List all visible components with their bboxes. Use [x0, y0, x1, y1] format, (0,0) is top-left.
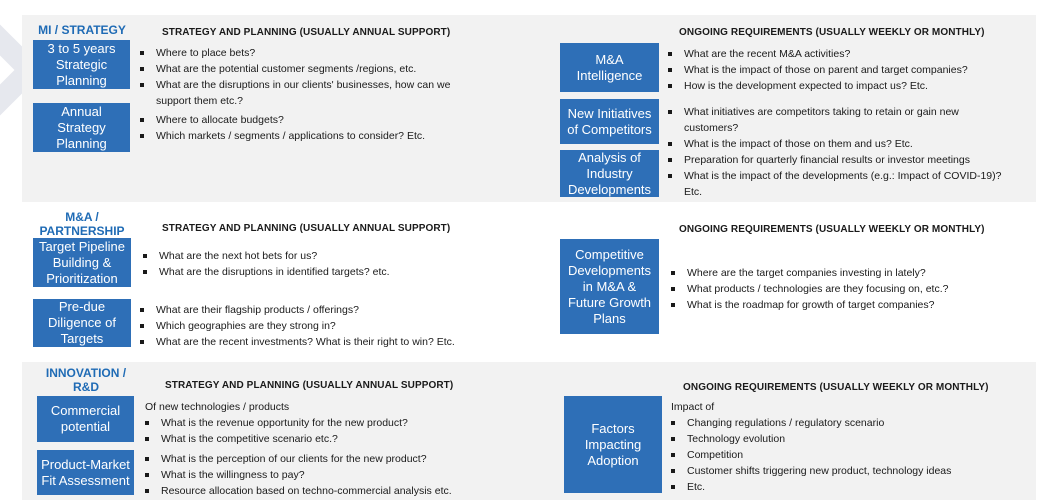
list-item: What are the disruptions in our clients' businesses, how can we support them etc.?: [140, 77, 460, 109]
strategy-heading: STRATEGY AND PLANNING (USUALLY ANNUAL SUPPORT): [162, 27, 451, 38]
list-item: Where to place bets?: [140, 45, 460, 61]
list-item: Technology evolution: [671, 431, 1001, 447]
box-commercial-potential: Commercial potential: [37, 396, 134, 442]
section-title: INNOVATION / R&D: [45, 366, 127, 394]
box-analysis-of-industry-developments: Analysis of Industry Developments: [560, 150, 659, 197]
list-item: Etc.: [671, 479, 1001, 495]
list-item: What products / technologies are they focusing on, etc.?: [671, 281, 1001, 297]
box-factors-impacting-adoption: Factors Impacting Adoption: [564, 396, 662, 493]
list-item: What are the next hot bets for us?: [143, 248, 463, 264]
list-item: What is the impact of the developments (e.g.: Impact of COVID-19)? Etc.: [668, 168, 1008, 200]
list-item: What is the impact of those on parent and target companies?: [668, 62, 1008, 78]
list-item: Where to allocate budgets?: [140, 112, 470, 128]
strategy-heading: STRATEGY AND PLANNING (USUALLY ANNUAL SUPPORT): [165, 380, 454, 391]
list-item: What are the disruptions in identified targets? etc.: [143, 264, 463, 280]
box-pre-due-diligence: Pre-due Diligence of Targets: [33, 299, 131, 347]
bullets-new-initiatives: [668, 104, 978, 152]
bullets-pre-due-diligence: [140, 302, 480, 350]
box-target-pipeline: Target Pipeline Building & Prioritization: [33, 238, 131, 287]
box-competitive-developments: Competitive Developments in M&A & Future Growth Plans: [560, 239, 659, 334]
box-new-initiatives-of-competitors: New Initiatives of Competitors: [560, 99, 659, 144]
list-item: Preparation for quarterly financial results or investor meetings: [668, 152, 1008, 168]
section-title: M&A / PARTNERSHIP: [39, 210, 125, 238]
list-item: What is the roadmap for growth of target companies?: [671, 297, 1001, 313]
list-item: Competition: [671, 447, 1001, 463]
ongoing-intro: Impact of: [671, 401, 715, 413]
bullets-strategic-planning: [140, 45, 460, 109]
list-item: What are their flagship products / offerings?: [140, 302, 480, 318]
list-item: What are the potential customer segments /regions, etc.: [140, 61, 460, 77]
list-item: What is the perception of our clients for the new product?: [145, 451, 475, 467]
bullets-annual-strategy-planning: [140, 112, 470, 144]
box-annual-strategy-planning: Annual Strategy Planning: [33, 103, 130, 152]
bullets-product-market-fit: [145, 451, 475, 499]
list-item: What is the impact of those on them and us? Etc.: [668, 136, 978, 152]
bullets-industry-developments: [668, 152, 1008, 200]
list-item: Customer shifts triggering new product, technology ideas: [671, 463, 1001, 479]
strategy-heading: STRATEGY AND PLANNING (USUALLY ANNUAL SUPPORT): [162, 223, 451, 234]
section-ma-partnership: [22, 208, 1036, 353]
bullets-target-pipeline: [143, 248, 463, 280]
list-item: How is the development expected to impact us? Etc.: [668, 78, 1008, 94]
list-item: Which markets / segments / applications to consider? Etc.: [140, 128, 470, 144]
list-item: What are the recent investments? What is their right to win? Etc.: [140, 334, 480, 350]
ongoing-heading: ONGOING REQUIREMENTS (USUALLY WEEKLY OR MONTHLY): [683, 382, 989, 393]
section-title: MI / STRATEGY: [38, 23, 126, 37]
section-innovation-rd: [22, 362, 1036, 500]
box-ma-intelligence: M&A Intelligence: [560, 43, 659, 92]
list-item: Which geographies are they strong in?: [140, 318, 480, 334]
ongoing-heading: ONGOING REQUIREMENTS (USUALLY WEEKLY OR MONTHLY): [679, 27, 985, 38]
box-product-market-fit: Product-Market Fit Assessment: [37, 450, 134, 495]
list-item: What initiatives are competitors taking to retain or gain new customers?: [668, 104, 978, 136]
bullets-factors-impacting-adoption: [671, 415, 1001, 495]
list-item: What is the willingness to pay?: [145, 467, 475, 483]
list-item: What are the recent M&A activities?: [668, 46, 1008, 62]
box-strategic-planning: 3 to 5 years Strategic Planning: [33, 40, 130, 89]
bullets-commercial-potential: [145, 415, 475, 447]
list-item: Changing regulations / regulatory scenario: [671, 415, 1001, 431]
ongoing-heading: ONGOING REQUIREMENTS (USUALLY WEEKLY OR MONTHLY): [679, 224, 985, 235]
strategy-intro: Of new technologies / products: [145, 401, 290, 413]
list-item: Where are the target companies investing in lately?: [671, 265, 1001, 281]
bullets-competitive-developments: [671, 265, 1001, 313]
list-item: What is the competitive scenario etc.?: [145, 431, 475, 447]
list-item: What is the revenue opportunity for the new product?: [145, 415, 475, 431]
bullets-ma-intelligence: [668, 46, 1008, 94]
section-mi-strategy: [22, 15, 1036, 202]
list-item: Resource allocation based on techno-commercial analysis etc.: [145, 483, 475, 499]
